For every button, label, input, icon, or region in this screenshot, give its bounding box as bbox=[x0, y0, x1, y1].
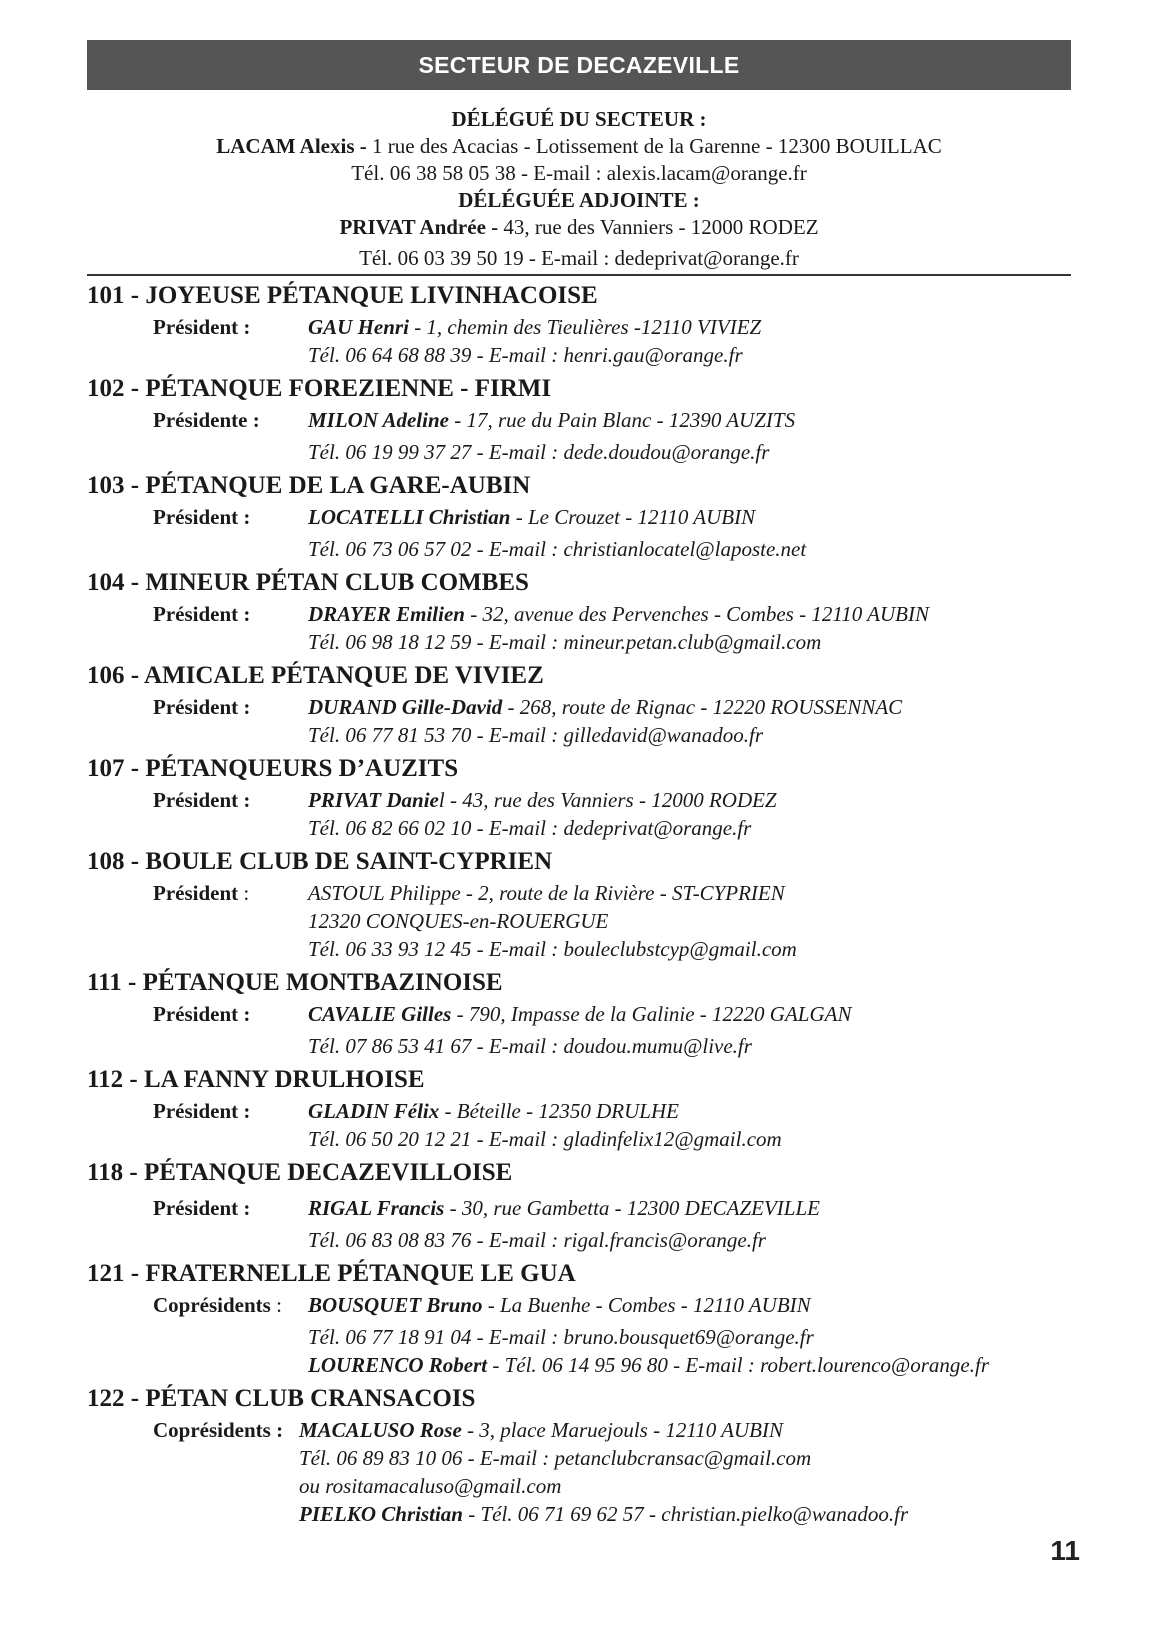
role-colon: : bbox=[238, 881, 250, 905]
copresident-contact: - Tél. 06 14 95 96 80 - E-mail : robert.lourenco@orange.fr bbox=[487, 1353, 989, 1377]
copresident-contact: - Tél. 06 71 69 62 57 - christian.pielko@wanadoo.fr bbox=[462, 1502, 909, 1526]
role-label-text: Coprésidents bbox=[153, 1293, 271, 1317]
president-address: - 30, rue Gambetta - 12300 DECAZEVILLE bbox=[444, 1196, 820, 1220]
club-title: 112 - LA FANNY DRULHOISE bbox=[87, 1066, 425, 1093]
president-address: - 268, route de Rignac - 12220 ROUSSENNAC bbox=[502, 695, 903, 719]
deputy-line bbox=[87, 214, 1071, 241]
delegate-address: 1 rue des Acacias - Lotissement de la Garenne - 12300 BOUILLAC bbox=[366, 134, 942, 158]
role-label bbox=[87, 879, 308, 907]
club-contact: Tél. 07 86 53 41 67 - E-mail : doudou.mumu@live.fr bbox=[308, 1034, 752, 1058]
club-entry bbox=[87, 1382, 1071, 1528]
club-entry bbox=[87, 372, 1071, 466]
president-name: RIGAL Francis bbox=[308, 1196, 445, 1220]
president-address: - 3, place Maruejouls - 12110 AUBIN bbox=[461, 1418, 783, 1442]
president-address: - 790, Impasse de la Galinie - 12220 GALGAN bbox=[451, 1002, 852, 1026]
sector-title: SECTEUR DE DECAZEVILLE bbox=[418, 51, 740, 78]
club-entry bbox=[87, 469, 1071, 563]
president-name: BOUSQUET Bruno bbox=[308, 1293, 483, 1317]
club-contact-alt: ou rositamacaluso@gmail.com bbox=[299, 1474, 562, 1498]
role-label: Coprésidents : bbox=[153, 1418, 284, 1442]
club-contact: Tél. 06 19 99 37 27 - E-mail : dede.doudou@orange.fr bbox=[308, 440, 770, 464]
club-title: 102 - PÉTANQUE FOREZIENNE - FIRMI bbox=[87, 375, 552, 402]
directory-page bbox=[87, 40, 1071, 1528]
president-name: DRAYER Emilien bbox=[308, 602, 465, 626]
club-title: 101 - JOYEUSE PÉTANQUE LIVINHACOISE bbox=[87, 282, 598, 309]
delegate-line bbox=[87, 133, 1071, 160]
club-entry bbox=[87, 659, 1071, 749]
role-label bbox=[87, 1291, 308, 1319]
deputy-label: DÉLÉGUÉE ADJOINTE : bbox=[458, 188, 700, 212]
delegate-name: LACAM Alexis - bbox=[216, 134, 367, 158]
club-president-row bbox=[87, 1416, 1071, 1444]
president-name: DURAND Gille-David bbox=[308, 695, 503, 719]
copresident-line bbox=[87, 1351, 1071, 1379]
role-label: Président : bbox=[153, 1196, 251, 1220]
president-address: - 32, avenue des Pervenches - Combes - 12110 AUBIN bbox=[464, 602, 929, 626]
role-label: Président : bbox=[153, 788, 251, 812]
copresident-line bbox=[87, 1500, 1071, 1528]
delegate-contact: Tél. 06 38 58 05 38 - E-mail : alexis.lacam@orange.fr bbox=[351, 161, 807, 185]
deputy-address: 43, rue des Vanniers - 12000 RODEZ bbox=[498, 215, 819, 239]
president-address: l - 43, rue des Vanniers - 12000 RODEZ bbox=[438, 788, 777, 812]
club-president-row bbox=[87, 693, 1071, 721]
club-title: 108 - BOULE CLUB DE SAINT-CYPRIEN bbox=[87, 848, 553, 875]
club-president-row bbox=[87, 406, 1071, 434]
deputy-name: PRIVAT Andrée - bbox=[339, 215, 499, 239]
role-label: Présidente : bbox=[153, 408, 260, 432]
club-contact: Tél. 06 77 18 91 04 - E-mail : bruno.bousquet69@orange.fr bbox=[308, 1325, 814, 1349]
club-address-line2: 12320 CONQUES-en-ROUERGUE bbox=[308, 909, 609, 933]
president-address: - Béteille - 12350 DRULHE bbox=[439, 1099, 679, 1123]
club-president-row bbox=[87, 1194, 1071, 1222]
club-title: 107 - PÉTANQUEURS D’AUZITS bbox=[87, 755, 459, 782]
president-name: CAVALIE Gilles bbox=[308, 1002, 452, 1026]
club-contact: Tél. 06 83 08 83 76 - E-mail : rigal.francis@orange.fr bbox=[308, 1228, 766, 1252]
club-president-row bbox=[87, 503, 1071, 531]
club-entry bbox=[87, 966, 1071, 1060]
role-label: Président : bbox=[153, 695, 251, 719]
club-contact: Tél. 06 73 06 57 02 - E-mail : christianlocatel@laposte.net bbox=[308, 537, 807, 561]
club-title: 106 - AMICALE PÉTANQUE DE VIVIEZ bbox=[87, 662, 544, 689]
copresident-name: PIELKO Christian bbox=[299, 1502, 463, 1526]
club-entry bbox=[87, 566, 1071, 656]
role-label: Président : bbox=[153, 315, 251, 339]
president-address: - 17, rue du Pain Blanc - 12390 AUZITS bbox=[448, 408, 796, 432]
club-title: 103 - PÉTANQUE DE LA GARE-AUBIN bbox=[87, 472, 531, 499]
copresident-name: LOURENCO Robert bbox=[308, 1353, 488, 1377]
club-entry bbox=[87, 1063, 1071, 1153]
club-contact: Tél. 06 82 66 02 10 - E-mail : dedeprivat@orange.fr bbox=[308, 816, 752, 840]
club-president-row bbox=[87, 600, 1071, 628]
deputy-contact: Tél. 06 03 39 50 19 - E-mail : dedeprivat@orange.fr bbox=[359, 246, 799, 270]
role-colon: : bbox=[270, 1293, 282, 1317]
club-contact: Tél. 06 64 68 88 39 - E-mail : henri.gau@orange.fr bbox=[308, 343, 743, 367]
role-label-text: Président bbox=[153, 881, 239, 905]
club-president-row bbox=[87, 786, 1071, 814]
club-contact: Tél. 06 50 20 12 21 - E-mail : gladinfelix12@gmail.com bbox=[308, 1127, 782, 1151]
president-name: PRIVAT Danie bbox=[308, 788, 439, 812]
club-president-row bbox=[87, 313, 1071, 341]
president-name: LOCATELLI Christian bbox=[308, 505, 511, 529]
club-president-row bbox=[87, 1000, 1071, 1028]
role-label: Président : bbox=[153, 602, 251, 626]
club-title: 104 - MINEUR PÉTAN CLUB COMBES bbox=[87, 569, 529, 596]
club-contact: Tél. 06 89 83 10 06 - E-mail : petanclubcransac@gmail.com bbox=[299, 1446, 812, 1470]
divider bbox=[87, 274, 1071, 276]
club-title: 118 - PÉTANQUE DECAZEVILLOISE bbox=[87, 1159, 513, 1186]
club-entry bbox=[87, 1156, 1071, 1254]
club-contact: Tél. 06 33 93 12 45 - E-mail : bouleclubstcyp@gmail.com bbox=[308, 937, 797, 961]
club-president-row bbox=[87, 1291, 1071, 1319]
club-contact: Tél. 06 77 81 53 70 - E-mail : gilledavid@wanadoo.fr bbox=[308, 723, 764, 747]
president-address: ASTOUL Philippe - 2, route de la Rivière - ST-CYPRIEN bbox=[308, 881, 785, 905]
president-address: - Le Crouzet - 12110 AUBIN bbox=[510, 505, 756, 529]
president-name: MILON Adeline bbox=[308, 408, 449, 432]
delegate-label: DÉLÉGUÉ DU SECTEUR : bbox=[451, 107, 707, 131]
role-label: Président : bbox=[153, 1002, 251, 1026]
president-name: GAU Henri bbox=[308, 315, 409, 339]
club-title: 122 - PÉTAN CLUB CRANSACOIS bbox=[87, 1385, 476, 1412]
club-president-row bbox=[87, 879, 1071, 907]
page-number: 11 bbox=[1050, 1535, 1080, 1566]
club-title: 121 - FRATERNELLE PÉTANQUE LE GUA bbox=[87, 1260, 576, 1287]
club-entry bbox=[87, 1257, 1071, 1379]
club-entry bbox=[87, 279, 1071, 369]
club-president-row bbox=[87, 1097, 1071, 1125]
role-label: Président : bbox=[153, 505, 251, 529]
delegates-block bbox=[87, 106, 1071, 272]
club-entry bbox=[87, 845, 1071, 963]
president-address: - 1, chemin des Tieulières -12110 VIVIEZ bbox=[408, 315, 762, 339]
president-name: MACALUSO Rose bbox=[299, 1418, 462, 1442]
role-label: Président : bbox=[153, 1099, 251, 1123]
club-title: 111 - PÉTANQUE MONTBAZINOISE bbox=[87, 969, 503, 996]
president-name: GLADIN Félix bbox=[308, 1099, 440, 1123]
club-entry bbox=[87, 752, 1071, 842]
president-address: - La Buenhe - Combes - 12110 AUBIN bbox=[482, 1293, 811, 1317]
sector-banner bbox=[87, 40, 1071, 90]
club-contact: Tél. 06 98 18 12 59 - E-mail : mineur.petan.club@gmail.com bbox=[308, 630, 822, 654]
